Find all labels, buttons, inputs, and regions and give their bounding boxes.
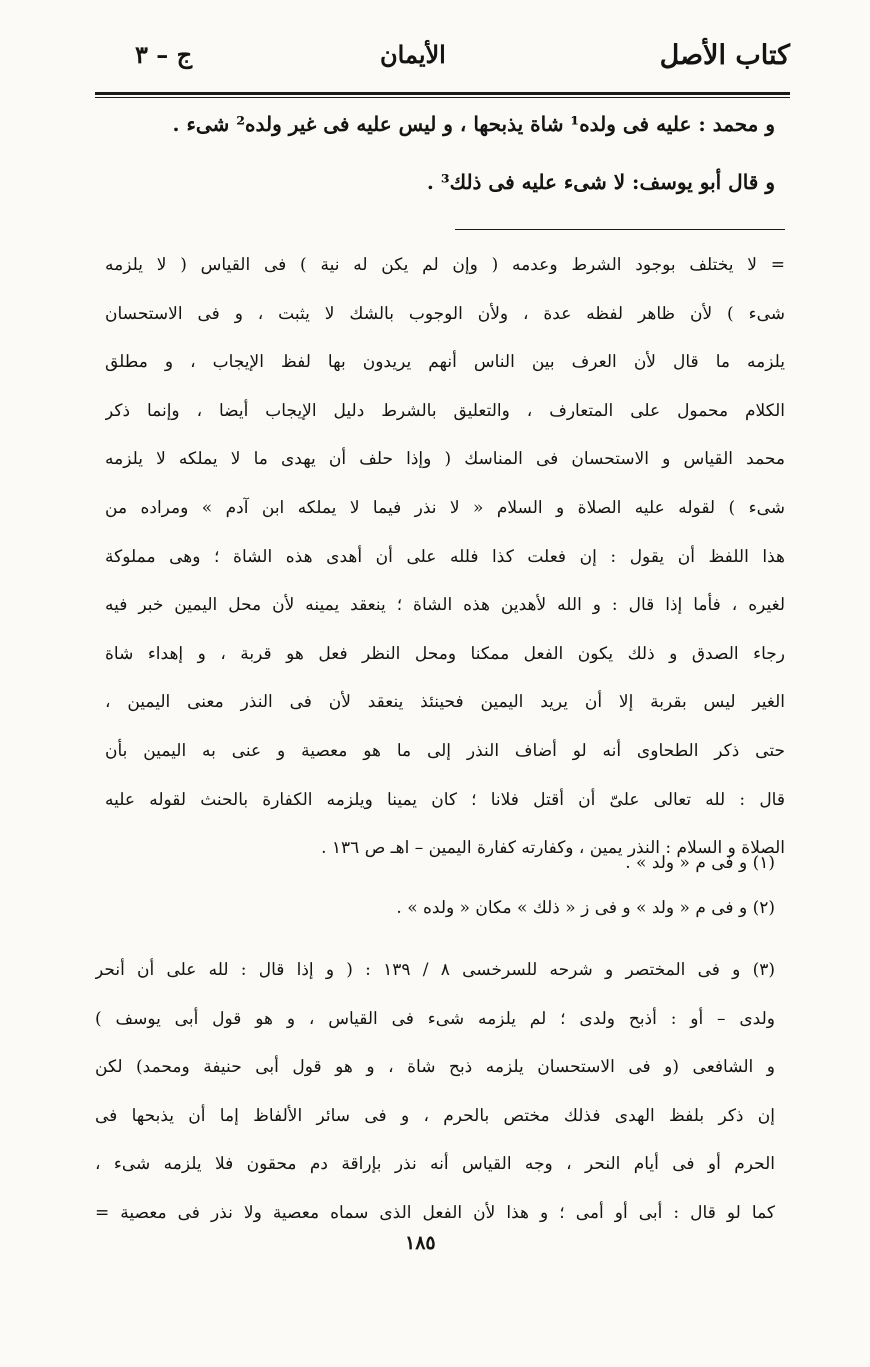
volume-label: ج – ٣ [135,40,193,69]
header-rule-thick [95,92,790,95]
commentary-line: لغيره ، فأما إذا قال : و الله لأهدين هذه الشاة ؛ ينعقد يمينه لأن محل اليمين خبر فيه [105,595,785,616]
main-text-line: و قال أبو يوسف: لا شىء عليه فى ذلك³ . [426,170,775,194]
commentary-line: قال : لله تعالى علىّ أن أقتل فلانا ؛ كان يمينا ويلزمه الكفارة بالحنث لقوله عليه [105,789,785,810]
commentary-line: شىء ) لأن ظاهر لفظه عدة ، ولأن الوجوب بالشك لا يثبت ، و فى الاستحسان [105,303,785,324]
book-title: كتاب الأصل [659,40,790,71]
footnote-2: (٢) و فى م « ولد » و فى ز « ذلك » مكان « ولده » . [396,898,775,918]
footnote-3 [95,946,775,1237]
commentary-line: حتى ذكر الطحاوى أنه لو أضاف النذر إلى ما هو معصية و عنى به اليمين بأن [105,740,785,761]
commentary-line: هذا اللفظ أن يقول : إن فعلت كذا فلله على أن أهدى هذه الشاة ؛ وهى مملوكة [105,546,785,567]
commentary-line: الكلام محمول على المتعارف ، والتعليق بالشرط دليل الإيجاب أيضا ، وإنما ذكر [105,400,785,421]
commentary-line: محمد القياس و الاستحسان فى المناسك ( وإذا حلف أن يهدى ما لا يملكه لا يلزمه [105,449,785,470]
commentary-line: رجاء الصدق و ذلك يكون الفعل ممكنا ومحل النظر فعل هو قربة ، و إهداء شاة [105,643,785,664]
main-text-line: و محمد : عليه فى ولده¹ شاة يذبحها ، و ليس عليه فى غير ولده² شىء . [172,112,775,136]
footnote-line: ولدى – أو : أذبح ولدى ؛ لم يلزمه شىء فى القياس ، و هو قول أبى يوسف ) [95,1008,775,1029]
footnote-line: كما لو قال : أبى أو أمى ؛ و هذا لأن الفعل الذى سماه معصية ولا نذر فى معصية = [95,1202,775,1223]
header-rule-thin [95,97,790,98]
commentary-block [105,241,785,873]
commentary-line: يلزمه ما قال لأن العرف بين الناس أنهم يريدون بها لفظ الإيجاب ، و مطلق [105,352,785,373]
footnote-line: و الشافعى (و فى الاستحسان يلزمه ذبح شاة ، و هو قول أبى حنيفة ومحمد) لكن [95,1057,775,1077]
commentary-line: شىء ) لقوله عليه الصلاة و السلام « لا نذر فيما لا يملكه ابن آدم » ومراده من [105,497,785,518]
footnote-1: (١) و فى م « ولد » . [625,853,775,873]
footnote-line: الحرم أو فى أيام النحر ، وجه القياس أنه نذر بإراقة دم محقون فلا يلزمه شىء ، [95,1154,775,1174]
chapter-title: الأيمان [380,40,446,69]
commentary-line: = لا يختلف بوجود الشرط وعدمه ( وإن لم يكن له نية ) فى القياس ( لا يلزمه [105,255,785,275]
commentary-line: الصلاة و السلام : النذر يمين ، وكفارته كفارة اليمين – اهـ ص ١٣٦ . [321,838,785,859]
page-number: ١٨٥ [405,1232,436,1254]
commentary-line: الغير ليس بقربة إلا أن يريد اليمين فحينئذ ينعقد لأن فى النذر معنى اليمين ، [105,692,785,713]
footnote-line: إن ذكر بلفظ الهدى فذلك مختص بالحرم ، و فى سائر الألفاظ إما أن يذبحها فى [95,1105,775,1126]
running-header [95,40,790,92]
footnote-divider [455,229,785,230]
footnote-line: (٣) و فى المختصر و شرحه للسرخسى ٨ / ١٣٩ : ( و إذا قال : لله على أن أنحر [95,960,775,980]
